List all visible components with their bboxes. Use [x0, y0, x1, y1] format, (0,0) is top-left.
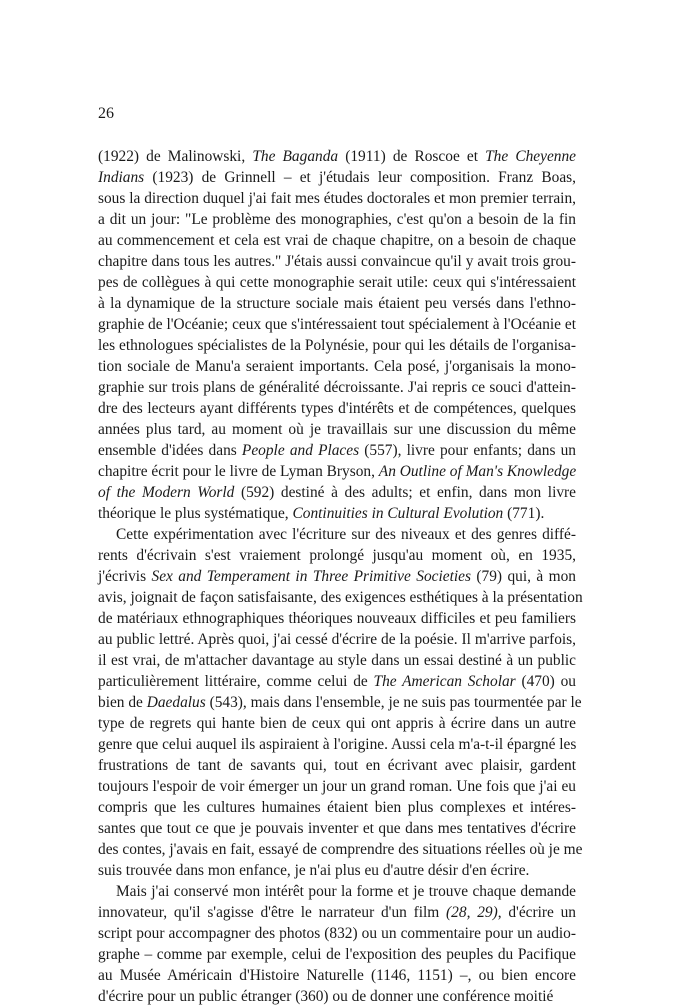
text-run: pes de collègues à qui cette monographie serait utile: ceux qui s'intéressaient [98, 274, 576, 291]
text-run: (1911) de Roscoe et [338, 148, 486, 165]
text-run: compris que les cultures humaines étaient bien plus complexes et intéres- [98, 799, 576, 816]
text-line [98, 587, 583, 608]
italic-title: An Outline of Man's Knowledge [378, 463, 577, 480]
text-run: genre que celui auquel ils aspiraient à l'origine. Aussi cela m'a-t-il épargné les [98, 736, 577, 753]
text-run: graphe – comme par exemple, celui de l'exposition des peuples du Pacifique [98, 946, 576, 963]
text-run: a dit un jour: "Le problème des monographies, c'est qu'on a besoin de la fin [98, 211, 576, 228]
text-run: de matériaux ethnographiques théoriques nouveaux difficiles et peu familiers [98, 610, 576, 627]
italic-title: The Cheyenne [485, 148, 577, 165]
text-run: (557), livre pour enfants; dans un [359, 442, 576, 459]
text-run: (771). [503, 505, 545, 522]
text-line [98, 482, 576, 503]
text-run: à la dynamique de la structure sociale mais étaient peu versés dans l'ethno- [98, 295, 576, 312]
italic-title: Continuities in Cultural Evolution [292, 505, 504, 522]
text-line [98, 230, 576, 251]
italic-title: (28, 29) [446, 904, 498, 921]
text-run: script pour accompagner des photos (832) ou un commentaire pour un audio- [98, 925, 576, 942]
text-line [98, 188, 576, 209]
italic-title: Indians [98, 169, 145, 186]
text-line [98, 293, 576, 314]
text-run: au commencement et cela est vrai de chaque chapitre, on a besoin de chaque [98, 232, 576, 249]
italic-title: People and Places [241, 442, 360, 459]
text-run: (592) destiné à des adults; et enfin, dans mon livre [234, 484, 576, 501]
text-line [98, 545, 576, 566]
text-run: avis, joignait de façon satisfaisante, des exigences esthétiques à la présentation [98, 589, 583, 606]
text-run: j'écrivis [98, 568, 152, 585]
italic-title: Sex and Temperament in Three Primitive Societies [151, 568, 471, 585]
text-line [98, 251, 576, 272]
text-run: suis trouvée dans mon enfance, je n'ai plus eu d'autre désir d'en écrire. [98, 862, 530, 879]
text-run: au Musée Américain d'Histoire Naturelle (1146, 1151) –, ou bien encore [98, 967, 576, 984]
text-run: innovateur, qu'il s'agisse d'être le narrateur d'un film [98, 904, 447, 921]
paragraph [98, 881, 576, 1007]
text-line [98, 629, 576, 650]
text-line [98, 671, 576, 692]
text-run: sous la direction duquel j'ai fait mes études doctorales et mon premier terrain, [98, 190, 576, 207]
text-run: bien de [98, 694, 147, 711]
text-line [98, 167, 576, 188]
text-line [98, 860, 576, 881]
text-line [98, 398, 576, 419]
text-run: santes que tout ce que je pouvais inventer et que dans mes tentatives d'écrire [98, 820, 576, 837]
text-run: au public lettré. Après quoi, j'ai cessé d'écrire de la poésie. Il m'arrive parfois, [98, 631, 576, 648]
text-run: dre des lecteurs ayant différents types d'intérêts et de compétences, quelques [98, 400, 576, 417]
text-line [98, 944, 576, 965]
text-run: il est vrai, de m'attacher davantage au style dans un essai destiné à un public [98, 652, 576, 669]
text-run: , d'écrire un [497, 904, 577, 921]
text-line [98, 755, 576, 776]
text-run: (543), mais dans l'ensemble, je ne suis pas tourmentée par le [205, 694, 582, 711]
text-line [98, 608, 576, 629]
text-run: tion sociale de Manu'a seraient importants. Cela posé, j'organisais la mono- [98, 358, 576, 375]
text-run: graphie sur trois plans de généralité décroissante. J'ai repris ce souci d'attein- [98, 379, 576, 396]
body-text [98, 146, 583, 1007]
text-run: chapitre écrit pour le livre de Lyman Bryson, [98, 463, 379, 480]
text-line [98, 461, 576, 482]
text-line [98, 881, 576, 902]
text-line [98, 713, 576, 734]
text-run: les ethnologues spécialistes de la Polynésie, pour qui les détails de l'organisa- [98, 337, 576, 354]
paragraph [98, 524, 583, 881]
text-run: Cette expérimentation avec l'écriture sur des niveaux et des genres diffé- [116, 526, 576, 543]
text-run: graphie de l'Océanie; ceux que s'intéressaient tout spécialement à l'Océanie et [98, 316, 576, 333]
italic-title: of the Modern World [98, 484, 235, 501]
text-line [98, 272, 576, 293]
text-line [98, 566, 576, 587]
text-run: des contes, j'avais en fait, essayé de comprendre des situations réelles où je me [98, 841, 583, 858]
text-line [98, 986, 576, 1007]
text-line [98, 902, 576, 923]
text-line [98, 419, 576, 440]
text-run: (79) qui, à mon [470, 568, 576, 585]
text-line [98, 650, 576, 671]
text-run: (1923) de Grinnell – et j'étudais leur composition. Franz Boas, [144, 169, 576, 186]
text-line [98, 734, 576, 755]
text-line [98, 692, 582, 713]
text-run: toujours l'espoir de voir émerger un jour un grand roman. Une fois que j'ai eu [98, 778, 576, 795]
text-run: ensemble d'idées dans [98, 442, 242, 459]
text-line [98, 965, 576, 986]
text-run: (470) ou [515, 673, 576, 690]
text-run: particulièrement littéraire, comme celui de [98, 673, 374, 690]
text-run: théorique le plus systématique, [98, 505, 293, 522]
page-number: 26 [98, 105, 114, 122]
italic-title: Daedalus [146, 694, 206, 711]
text-line [98, 797, 576, 818]
text-line [98, 839, 583, 860]
text-line [98, 356, 576, 377]
text-run: (1922) de Malinowski, [98, 148, 253, 165]
text-run: années plus tard, au moment où je travaillais sur une discussion du même [98, 421, 576, 438]
text-line [98, 776, 576, 797]
text-line [98, 524, 576, 545]
text-line [98, 440, 576, 461]
text-line [98, 146, 576, 167]
italic-title: The American Scholar [373, 673, 516, 690]
paragraph [98, 146, 576, 524]
text-run: Mais j'ai conservé mon intérêt pour la forme et je trouve chaque demande [116, 883, 576, 900]
text-line [98, 503, 576, 524]
text-line [98, 377, 576, 398]
italic-title: The Baganda [252, 148, 339, 165]
text-run: rents d'écrivain s'est vraiement prolongé jusqu'au moment où, en 1935, [98, 547, 576, 564]
text-line [98, 923, 576, 944]
text-run: type de regrets qui hante bien de ceux qui ont appris à écrire dans un autre [98, 715, 576, 732]
text-line [98, 314, 576, 335]
text-line [98, 818, 576, 839]
text-run: frustrations de tant de savants qui, tout en écrivant avec plaisir, gardent [98, 757, 576, 774]
text-line [98, 335, 576, 356]
text-line [98, 209, 576, 230]
text-run: d'écrire pour un public étranger (360) ou de donner une conférence moitié [98, 988, 554, 1005]
text-run: chapitre dans tous les autres." J'étais aussi convaincue qu'il y avait trois grou- [98, 253, 576, 270]
